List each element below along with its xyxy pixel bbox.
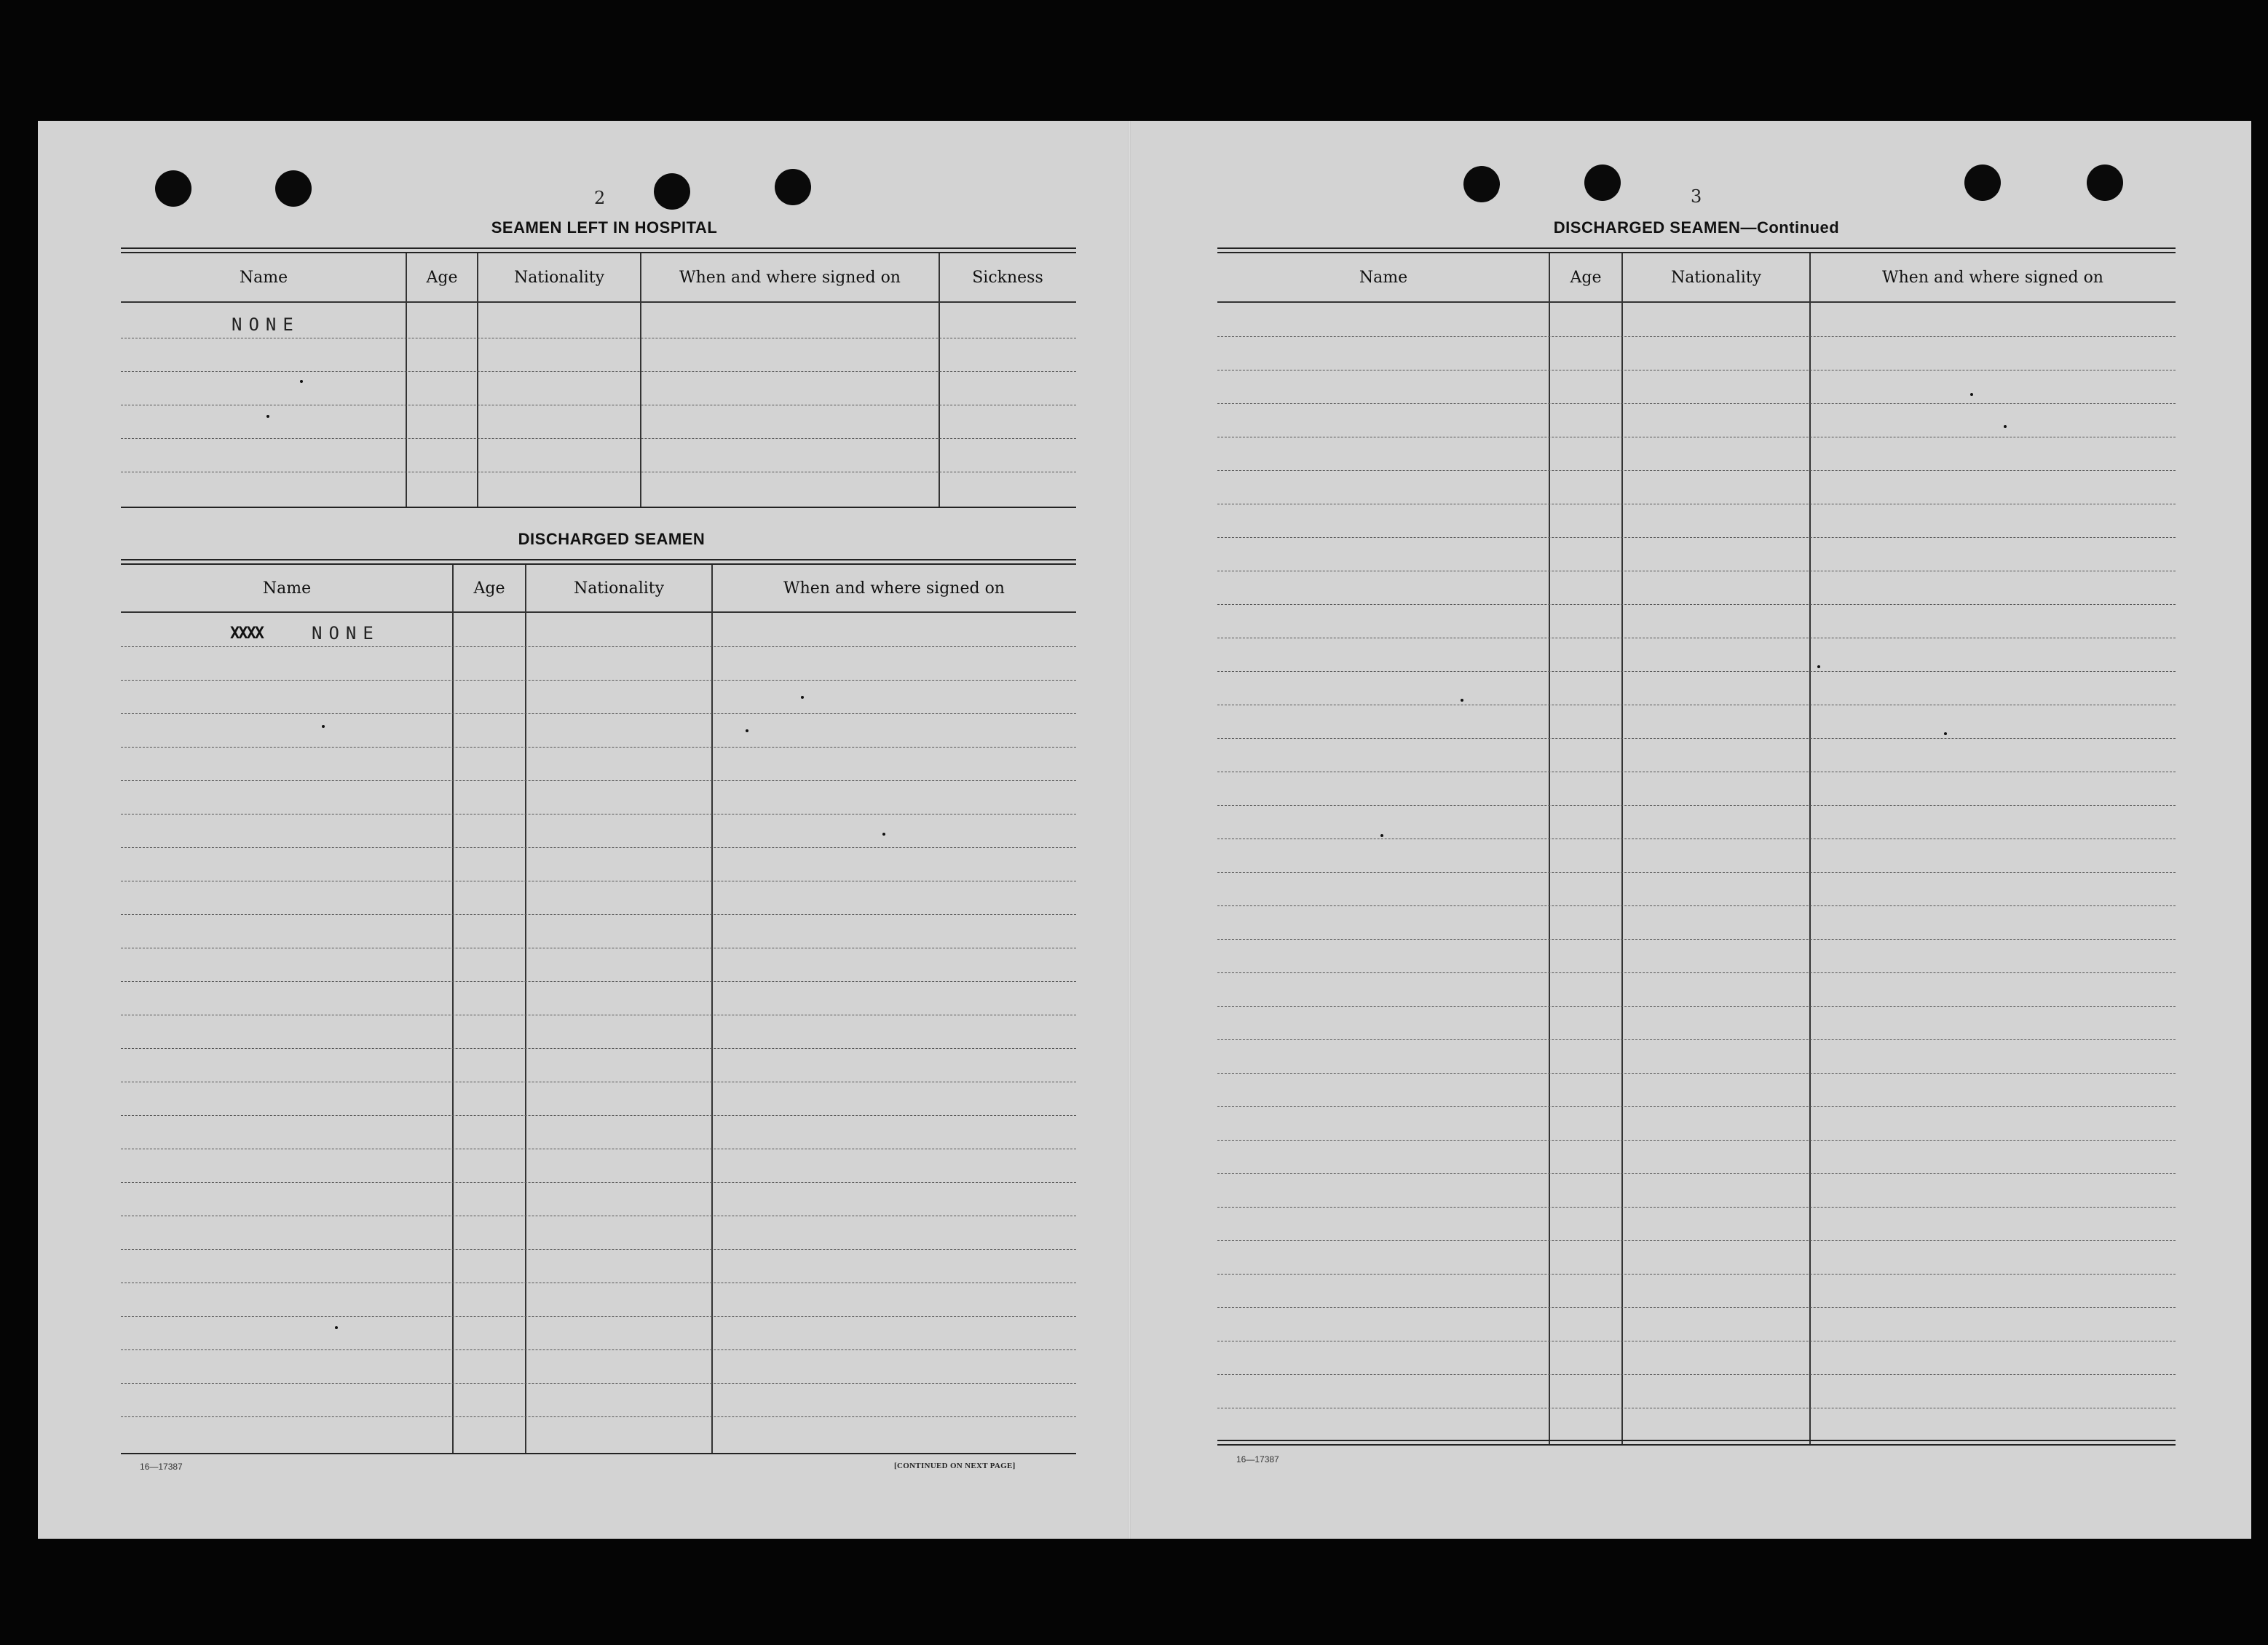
column-divider	[477, 253, 478, 508]
col-header-signed-on: When and where signed on	[679, 268, 901, 287]
scan-speck	[1944, 732, 1947, 735]
column-divider	[1621, 253, 1623, 1446]
ruled-line	[1217, 1173, 2176, 1174]
column-divider	[640, 253, 641, 508]
ruled-line	[121, 847, 1076, 848]
scan-speck	[882, 833, 885, 836]
ruled-line	[1217, 1274, 2176, 1275]
col-header-age: Age	[426, 268, 458, 287]
ruled-line	[1217, 1140, 2176, 1141]
hospital-entry-text: NONE	[232, 314, 300, 335]
ruled-line	[121, 747, 1076, 748]
ruled-line	[121, 780, 1076, 781]
scan-speck	[1970, 393, 1973, 396]
scan-speck	[1817, 665, 1820, 668]
ruled-line	[121, 981, 1076, 982]
punch-hole-icon	[775, 169, 811, 205]
scan-speck	[746, 729, 748, 732]
hospital-table	[121, 247, 1076, 510]
table-rule	[121, 559, 1076, 560]
punch-hole-icon	[2087, 164, 2123, 201]
column-divider	[711, 565, 713, 1454]
discharged-continued-title-suffix: —Continued	[1740, 218, 1840, 237]
column-divider	[939, 253, 940, 508]
table-header	[1217, 253, 2176, 303]
table-rule	[121, 247, 1076, 249]
col-header-nationality: Nationality	[573, 579, 665, 598]
punch-hole-icon	[275, 170, 312, 207]
col-header-name: Name	[262, 579, 312, 598]
page-number-left: 2	[594, 188, 606, 208]
col-header-name: Name	[1359, 268, 1408, 287]
column-divider	[1549, 253, 1550, 1446]
form-code-right: 16—17387	[1236, 1454, 1279, 1464]
scan-speck	[266, 415, 269, 418]
ruled-line	[121, 680, 1076, 681]
discharged-table-right	[1217, 247, 2176, 1447]
discharged-entry-text: NONE	[312, 623, 380, 643]
table-rule	[121, 507, 1076, 508]
punch-hole-icon	[654, 173, 690, 210]
column-divider	[452, 565, 454, 1454]
ruled-line	[1217, 805, 2176, 806]
col-header-signed-on: When and where signed on	[783, 579, 1005, 598]
table-rule	[121, 1453, 1076, 1454]
discharged-continued-title-main: DISCHARGED SEAMEN	[1553, 218, 1741, 237]
punch-hole-icon	[1584, 164, 1621, 201]
column-divider	[406, 253, 407, 508]
ruled-line	[1217, 872, 2176, 873]
scan-speck	[1461, 699, 1463, 702]
ruled-line	[1217, 403, 2176, 404]
hospital-section-title: SEAMEN LEFT IN HOSPITAL	[491, 218, 718, 237]
col-header-nationality: Nationality	[1670, 268, 1762, 287]
ruled-line	[121, 371, 1076, 372]
ruled-line	[121, 1349, 1076, 1350]
table-header	[121, 565, 1076, 613]
scan-speck	[335, 1326, 338, 1329]
table-rule	[1217, 1444, 2176, 1446]
ruled-line	[1217, 1106, 2176, 1107]
scan-speck	[801, 696, 804, 699]
discharged-section-title: DISCHARGED SEAMEN	[518, 530, 706, 548]
struck-out-text: XXXX	[230, 625, 263, 643]
ruled-line	[121, 1316, 1076, 1317]
ruled-line	[1217, 336, 2176, 337]
column-divider	[525, 565, 526, 1454]
ruled-line	[121, 438, 1076, 439]
page-number-right: 3	[1691, 186, 1702, 207]
scan-speck	[1380, 834, 1383, 837]
table-rule	[1217, 247, 2176, 249]
col-header-sickness: Sickness	[972, 268, 1043, 287]
col-header-nationality: Nationality	[513, 268, 605, 287]
ruled-line	[1217, 939, 2176, 940]
scan-speck	[322, 725, 325, 728]
continued-note: [CONTINUED ON NEXT PAGE]	[894, 1462, 1016, 1470]
column-divider	[1809, 253, 1811, 1446]
ruled-line	[1217, 1207, 2176, 1208]
ruled-line	[121, 1383, 1076, 1384]
ruled-line	[1217, 470, 2176, 471]
ruled-line	[1217, 1374, 2176, 1375]
ruled-line	[1217, 738, 2176, 739]
ruled-line	[121, 1048, 1076, 1049]
page-fold	[1128, 121, 1131, 1539]
scan-speck	[2004, 425, 2007, 428]
ruled-line	[121, 1182, 1076, 1183]
ruled-line	[1217, 1240, 2176, 1241]
ruled-line	[1217, 1073, 2176, 1074]
discharged-continued-title	[1485, 218, 1908, 237]
ruled-line	[1217, 1307, 2176, 1308]
ruled-line	[121, 1249, 1076, 1250]
col-header-age: Age	[473, 579, 505, 598]
punch-hole-icon	[1463, 166, 1500, 202]
col-header-name: Name	[239, 268, 288, 287]
ruled-line	[1217, 972, 2176, 973]
col-header-age: Age	[1570, 268, 1602, 287]
ruled-line	[121, 1115, 1076, 1116]
ruled-line	[121, 1416, 1076, 1417]
ruled-line	[1217, 1006, 2176, 1007]
ruled-line	[1217, 1039, 2176, 1040]
ruled-line	[121, 914, 1076, 915]
ruled-line	[1217, 537, 2176, 538]
col-header-signed-on: When and where signed on	[1882, 268, 2103, 287]
scan-speck	[300, 380, 303, 383]
ruled-line	[1217, 671, 2176, 672]
ruled-line	[121, 713, 1076, 714]
ruled-line	[121, 646, 1076, 647]
ruled-line	[1217, 604, 2176, 605]
form-code-left: 16—17387	[140, 1462, 183, 1472]
punch-hole-icon	[1964, 164, 2001, 201]
discharged-table-left	[121, 559, 1076, 1454]
table-rule	[1217, 1440, 2176, 1441]
table-header	[121, 253, 1076, 303]
punch-hole-icon	[155, 170, 191, 207]
ruled-line	[1217, 905, 2176, 906]
